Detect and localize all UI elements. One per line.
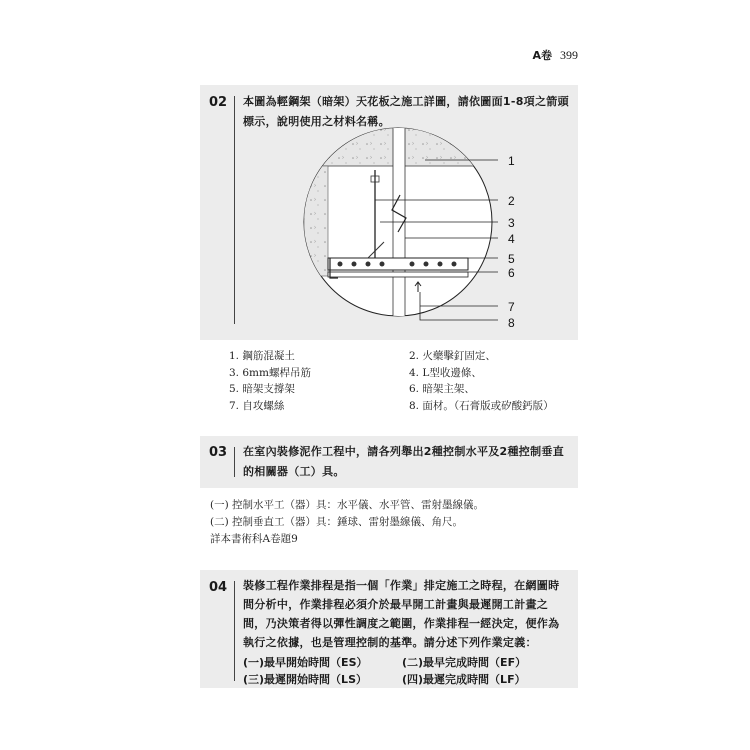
answer-line: (二) 控制垂直工（器）具：錘球、雷射墨線儀、角尺。 xyxy=(210,516,464,528)
q02-answers xyxy=(229,348,589,414)
diagram-label-7: 7 xyxy=(508,300,515,314)
diagram-label-4: 4 xyxy=(508,232,515,246)
left-wall xyxy=(304,166,328,276)
diagram-label-2: 2 xyxy=(508,194,515,208)
q03-answers xyxy=(210,497,484,548)
definitions-list xyxy=(243,654,570,688)
question-number: 03 xyxy=(209,445,228,460)
page-number: 399 xyxy=(560,48,578,62)
diagram-label-5: 5 xyxy=(508,252,515,266)
diagram-label-6: 6 xyxy=(508,266,515,280)
volume-label: A卷 xyxy=(532,49,552,62)
question-number: 04 xyxy=(209,580,228,595)
answer-line: (一) 控制水平工（器）具：水平儀、水平管、雷射墨線儀。 xyxy=(210,499,485,511)
answer-item: 5. 暗架支撐架 xyxy=(229,383,295,395)
answer-item: 2. 火藥擊釘固定、 xyxy=(409,350,496,362)
definition-item: (三)最遲開始時間（LS） xyxy=(243,673,367,686)
answer-item: 7. 自攻螺絲 xyxy=(229,399,285,412)
question-03-box xyxy=(200,436,578,488)
answer-item: 6. 暗架主架、 xyxy=(409,383,475,395)
diagram-label-3: 3 xyxy=(508,216,515,230)
definition-item: (四)最遲完成時間（LF） xyxy=(402,673,526,686)
diagram-label-8: 8 xyxy=(508,316,515,330)
answer-item: 1. 鋼筋混凝土 xyxy=(229,350,295,362)
definition-item: (二)最早完成時間（EF） xyxy=(402,656,527,669)
definition-item: (一)最早開始時間（ES） xyxy=(243,656,368,669)
question-text: 本圖為輕鋼架（暗架）天花板之施工詳圖，請依圖面1-8項之箭頭標示，說明使用之材料名稱。 xyxy=(243,95,569,128)
answer-item: 4. L型收邊條、 xyxy=(409,366,482,379)
answer-line: 詳本書術科A卷題9 xyxy=(210,533,298,545)
question-number: 02 xyxy=(209,95,228,110)
divider xyxy=(234,447,235,477)
answer-item: 3. 6mm螺桿吊筋 xyxy=(229,366,311,379)
wall-section xyxy=(393,120,405,320)
main-runner xyxy=(328,258,468,270)
answer-item: 8. 面材。（石膏版或矽酸鈣版） xyxy=(409,399,554,412)
question-text: 裝修工程作業排程是指一個「作業」排定施工之時程，在網圖時間分析中，作業排程必須介於最早開工計畫與最遲開工計畫之間，乃決策者得以彈性調度之範圍，作業排程一經決定，便作為執行之依據，也是管理控制的基準。請分述下列作業定義： xyxy=(243,579,560,649)
divider xyxy=(234,581,235,681)
diagram-label-1: 1 xyxy=(508,154,515,168)
question-04-box xyxy=(200,570,578,688)
ceiling-board xyxy=(328,272,468,277)
question-text: 在室內裝修泥作工程中，請各列舉出2種控制水平及2種控制垂直的相關器（工）具。 xyxy=(243,445,565,478)
